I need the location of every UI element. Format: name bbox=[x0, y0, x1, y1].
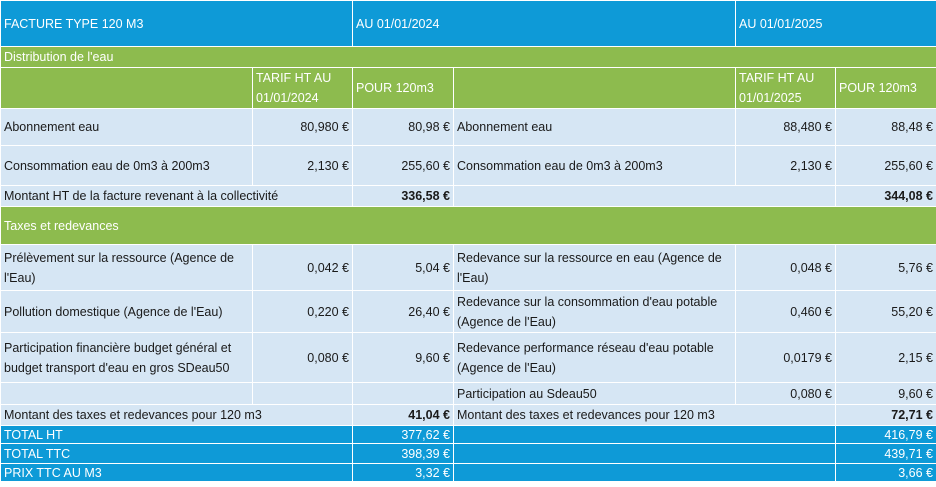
total-2024: 336,58 € bbox=[353, 186, 454, 207]
total-label: Montant des taxes et redevances pour 120 m3 bbox=[1, 405, 353, 426]
row-tarif: 2,130 € bbox=[253, 146, 353, 186]
header-row bbox=[1, 1, 936, 47]
summary-label: TOTAL TTC bbox=[1, 444, 353, 464]
table-row bbox=[1, 291, 936, 333]
row-label bbox=[1, 383, 253, 405]
col-tarif-2025: TARIF HT AU 01/01/2025 bbox=[736, 68, 836, 109]
table-row bbox=[1, 383, 936, 405]
row-label: Participation financière budget général et budget transport d'eau en gros SDeau50 bbox=[1, 333, 253, 383]
section-distribution bbox=[1, 47, 936, 68]
row-amount: 26,40 € bbox=[353, 291, 454, 333]
total-2025: 72,71 € bbox=[836, 405, 936, 426]
col-pour-2024: POUR 120m3 bbox=[353, 68, 454, 109]
summary-value-2025: 416,79 € bbox=[836, 426, 936, 444]
summary-value-2024: 377,62 € bbox=[353, 426, 454, 444]
row-tarif: 0,0179 € bbox=[736, 333, 836, 383]
total-2024: 41,04 € bbox=[353, 405, 454, 426]
row-label: Consommation eau de 0m3 à 200m3 bbox=[454, 146, 736, 186]
summary-label: TOTAL HT bbox=[1, 426, 353, 444]
row-tarif: 0,080 € bbox=[736, 383, 836, 405]
row-amount: 88,48 € bbox=[836, 109, 936, 146]
invoice-title: FACTURE TYPE 120 M3 bbox=[1, 1, 353, 47]
column-header-row bbox=[1, 68, 936, 109]
total-2025: 344,08 € bbox=[836, 186, 936, 207]
distribution-total-row bbox=[1, 186, 936, 207]
summary-row-prix-m3 bbox=[1, 464, 936, 482]
row-amount: 80,98 € bbox=[353, 109, 454, 146]
row-amount bbox=[353, 383, 454, 405]
table-row bbox=[1, 109, 936, 146]
row-label: Redevance sur la ressource en eau (Agence de l'Eau) bbox=[454, 245, 736, 291]
period-2024: AU 01/01/2024 bbox=[353, 1, 736, 47]
summary-value-2024: 398,39 € bbox=[353, 444, 454, 464]
row-tarif bbox=[253, 383, 353, 405]
row-amount: 255,60 € bbox=[353, 146, 454, 186]
summary-row-total-ht bbox=[1, 426, 936, 444]
row-tarif: 0,048 € bbox=[736, 245, 836, 291]
row-label: Redevance performance réseau d'eau potable (Agence de l'Eau) bbox=[454, 333, 736, 383]
row-label: Abonnement eau bbox=[454, 109, 736, 146]
row-tarif: 0,080 € bbox=[253, 333, 353, 383]
summary-row-total-ttc bbox=[1, 444, 936, 464]
total-label: Montant des taxes et redevances pour 120 m3 bbox=[454, 405, 836, 426]
summary-value-2024: 3,32 € bbox=[353, 464, 454, 482]
row-amount: 5,76 € bbox=[836, 245, 936, 291]
section-label: Distribution de l'eau bbox=[1, 47, 936, 68]
section-label: Taxes et redevances bbox=[1, 207, 936, 245]
summary-label: PRIX TTC AU M3 bbox=[1, 464, 353, 482]
row-label: Abonnement eau bbox=[1, 109, 253, 146]
row-amount: 2,15 € bbox=[836, 333, 936, 383]
section-taxes bbox=[1, 207, 936, 245]
col-pour-2025: POUR 120m3 bbox=[836, 68, 936, 109]
row-label: Prélèvement sur la ressource (Agence de l'Eau) bbox=[1, 245, 253, 291]
table-row bbox=[1, 333, 936, 383]
total-label: Montant HT de la facture revenant à la collectivité bbox=[1, 186, 353, 207]
table-row bbox=[1, 245, 936, 291]
row-tarif: 0,220 € bbox=[253, 291, 353, 333]
row-label: Participation au Sdeau50 bbox=[454, 383, 736, 405]
row-tarif: 0,460 € bbox=[736, 291, 836, 333]
summary-value-2025: 3,66 € bbox=[836, 464, 936, 482]
taxes-total-row bbox=[1, 405, 936, 426]
row-tarif: 2,130 € bbox=[736, 146, 836, 186]
row-amount: 9,60 € bbox=[353, 333, 454, 383]
summary-value-2025: 439,71 € bbox=[836, 444, 936, 464]
row-tarif: 88,480 € bbox=[736, 109, 836, 146]
row-amount: 255,60 € bbox=[836, 146, 936, 186]
row-tarif: 80,980 € bbox=[253, 109, 353, 146]
row-label: Redevance sur la consommation d'eau potable (Agence de l'Eau) bbox=[454, 291, 736, 333]
table-row bbox=[1, 146, 936, 186]
row-amount: 9,60 € bbox=[836, 383, 936, 405]
row-tarif: 0,042 € bbox=[253, 245, 353, 291]
period-2025: AU 01/01/2025 bbox=[736, 1, 936, 47]
row-label: Consommation eau de 0m3 à 200m3 bbox=[1, 146, 253, 186]
row-amount: 55,20 € bbox=[836, 291, 936, 333]
row-amount: 5,04 € bbox=[353, 245, 454, 291]
col-tarif-2024: TARIF HT AU 01/01/2024 bbox=[253, 68, 353, 109]
row-label: Pollution domestique (Agence de l'Eau) bbox=[1, 291, 253, 333]
